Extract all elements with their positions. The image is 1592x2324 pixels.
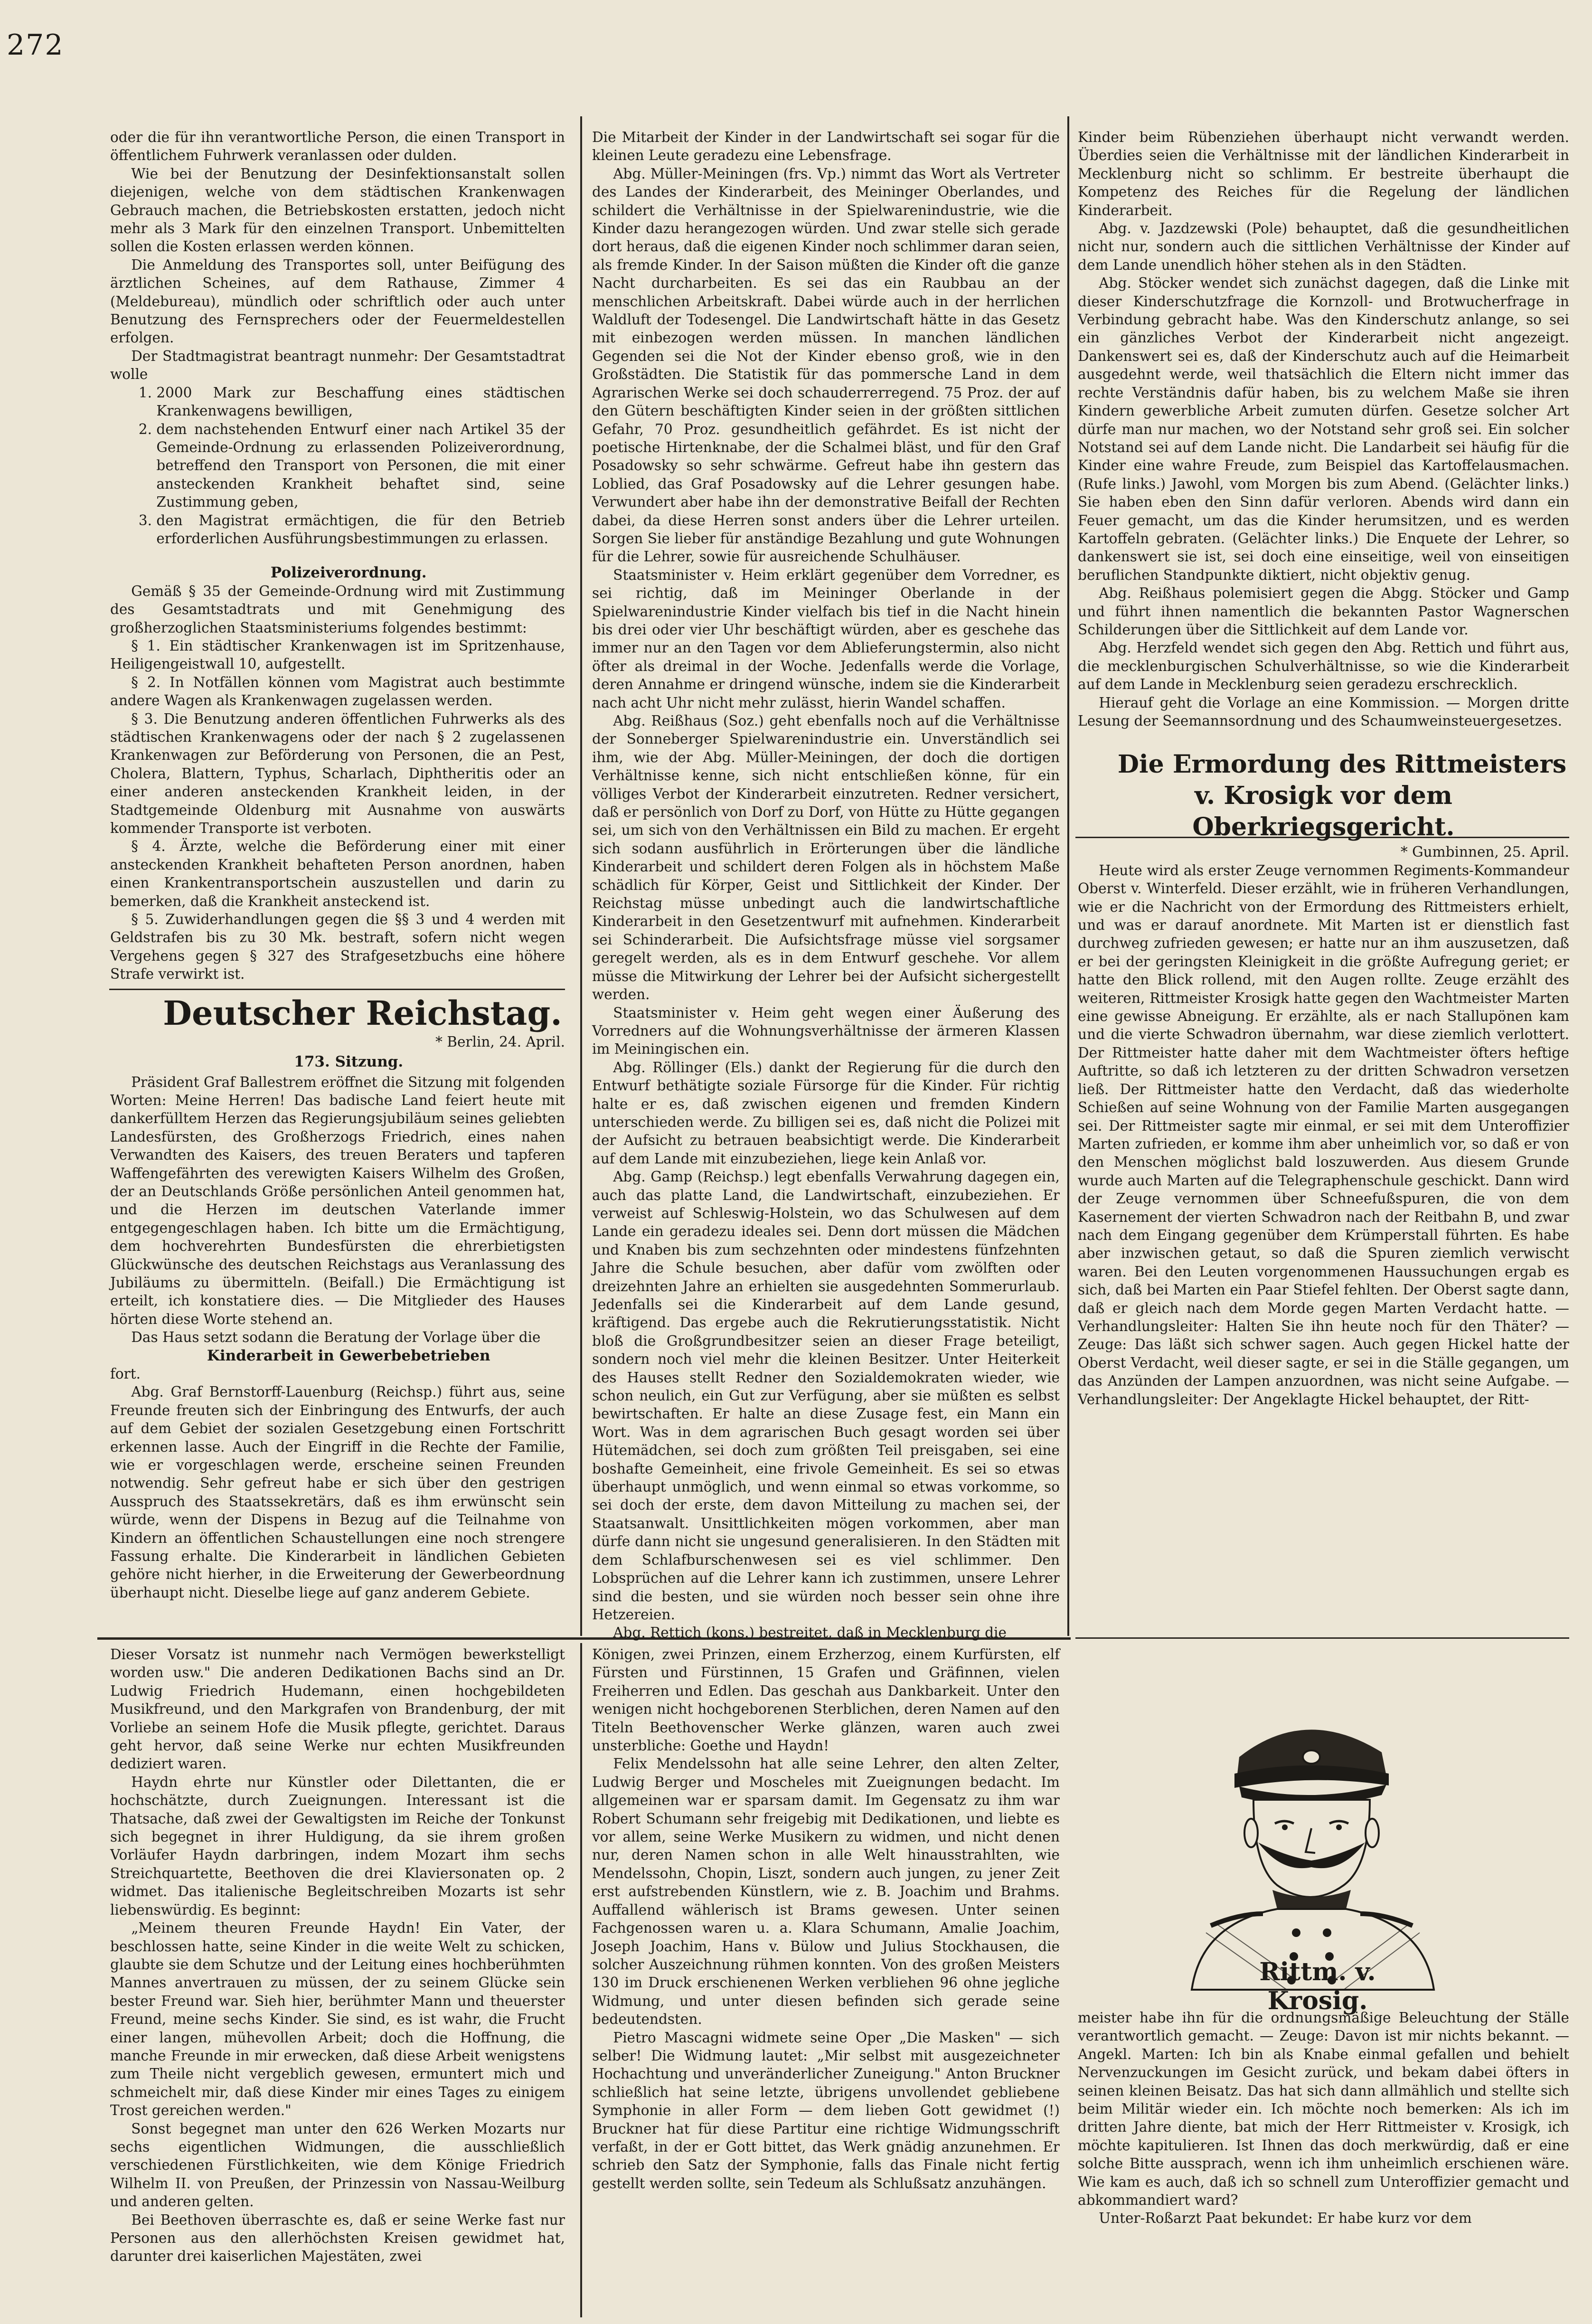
section-title-reichstag: Deutscher Reichstag. <box>163 993 562 1033</box>
session-number: 173. Sitzung. <box>294 1053 404 1071</box>
paragraph: § 5. Zuwiderhandlungen gegen die §§ 3 und 4 werden mit Geldstrafen bis zu 30 Mk. bestraft, sofern nicht wegen Vergehens gegen § 327 des Strafgesetzbuchs eine höhere Strafe verwirkt ist. <box>110 911 565 983</box>
paragraph: Staatsminister v. Heim erklärt gegenüber dem Vorredner, es sei richtig, daß im Meininger Oberlande in der Spielwarenindustrie Kinder vielfach bis tief in die Nacht hinein bis drei oder vier Uhr beschäftigt würden, aber es geschehe das immer nur an den Tagen vor dem Ablieferungstermin, also nicht öfter als dreimal in der Woche. Jedenfalls werde die Vorlage, deren Annahme er dringend wünsche, indem sie die Kinderarbeit nach acht Uhr nicht mehr zulässt, hierin Wandel schaffen. <box>592 567 1060 711</box>
paragraph: Haydn ehrte nur Künstler oder Dilettanten, die er hochschätzte, durch Zueignungen. Interessant ist die Thatsache, daß zwei der Gewaltigsten im Reiche der Tonkunst sich begegnet in ihrer Huldigung, da sie ihrem großen Vorläufer Haydn darbringen, indem Mozart ihm sechs Streichquartette, Beethoven die drei Klaviersonaten op. 2 widmet. Das italienische Begleitschreiben Mozarts ist sehr liebenswürdig. Es beginnt: <box>110 1774 565 1918</box>
paragraph: § 1. Ein städtischer Krankenwagen ist im Spritzenhause, Heiligengeistwall 10, aufgestellt. <box>110 637 565 672</box>
column-3 <box>1078 128 1569 1631</box>
paragraph: Abg. Gamp (Reichsp.) legt ebenfalls Verwahrung dagegen ein, auch das platte Land, die Landwirtschaft, einzubeziehen. Er verweist auf Schleswig-Holstein, wo das Schulwesen auf dem Lande ein geradezu ideales sei. Denn dort müssen die Mädchen und Knaben bis zum sechzehnten oder mindestens fünfzehnten Jahre die Schule besuchen, aber dafür vom zwölften oder dreizehnten Jahre an erhielten sie ausgedehnten Sommerurlaub. Jedenfalls sei die Kinderarbeit auf dem Lande gesund, kräftigend. Das ergebe auch die Rekrutierungsstatistik. Nicht bloß die Großgrundbesitzer seien an dieser Frage beteiligt, sondern noch viel mehr die kleinen Besitzer. Unter Heiterkeit des Hauses stellt Redner den Sozialdemokraten wieder, wie schon neulich, ein Gut zur Verfügung, aber sie müßten es selbst bewirtschaften. Er halte an diese Zusage fest, ein Mann ein Wort. Was in dem agrarischen Buch gesagt worden sei über Hütemädchen, sei doch zum größten Teil preisgaben, sei eine boshafte Gemeinheit, eine frivole Gemeinheit. Es sei so etwas überhaupt unmöglich, und wenn einmal so etwas vorkomme, so sei doch der erste, dem davon Mitteilung zu machen sei, der Staatsanwalt. Unsittlichkeiten mögen vorkommen, aber man dürfe dann nicht sie ungesund generalisieren. In den Städten mit dem Schlafburschenwesen sei es viel schlimmer. Den Lobsprüchen auf die Lehrer kann ich zustimmen, unsere Lehrer sind die besten, und sie würden noch besser sein ohne ihre Hetzereien. <box>592 1169 1060 1623</box>
separator-col3-bottom <box>1075 1637 1569 1639</box>
paragraph: Abg. Stöcker wendet sich zunächst dagegen, daß die Linke mit dieser Kinderschutzfrage die Kornzoll- und Brotwucherfrage in Verbindung gebracht habe. Was den Kinderschutz anlange, so sei ein gänzliches Verbot der Kinderarbeit nicht angezeigt. Dankenswert sei es, daß der Kinderschutz auch auf die Heimarbeit ausgedehnt werde, weil thatsächlich die Eltern nicht immer das rechte Verständnis dafür haben, bis zu welchem Maße sie ihren Kindern gewerbliche Arbeit zumuten dürfen. Gesetze solcher Art dürfe man nur machen, wo der Notstand sehr groß sei. Ein solcher Notstand sei auf dem Lande nicht. Die Landarbeit sei häufig für die Kinder eine wahre Freude, zum Beispiel das Kartoffelausmachen. (Rufe links.) Jawohl, vom Morgen bis zum Abend. (Gelächter links.) Sie haben eben den Sinn dafür verloren. Abends wird dann ein Feuer gemacht, um das die Kinder herumsitzen, und es werden Kartoffeln gebraten. (Gelächter links.) Die Enquete der Lehrer, so dankenswert sie ist, sei doch eine einseitige, weil von einseitigen beruflichen Standpunkte diktiert, nicht objektiv genug. <box>1078 275 1569 583</box>
paragraph: Abg. Herzfeld wendet sich gegen den Abg. Rettich und führt aus, die mecklenburgischen Schulverhältnisse, so wie die Kinderarbeit auf dem Lande in Mecklenburg seien geradezu erschrecklich. <box>1078 640 1569 693</box>
column-divider-2 <box>1067 116 1069 1636</box>
paragraph: § 4. Ärzte, welche die Beförderung einer mit einer ansteckenden Krankheit behafteten Person anordnen, haben einen Krankentransportschein auszustellen und darin zu bemerken, daß die Krankheit ansteckend ist. <box>110 838 565 909</box>
paragraph: Gemäß § 35 der Gemeinde-Ordnung wird mit Zustimmung des Gesamtstadtrats und mit Genehmigung des großherzoglichen Staatsministeriums folgendes bestimmt: <box>110 583 565 636</box>
paragraph: Abg. Reißhaus (Soz.) geht ebenfalls noch auf die Verhältnisse der Sonneberger Spielwarenindustrie ein. Unverständlich sei ihm, wie der Abg. Müller-Meiningen, der doch die dortigen Verhältnisse kenne, sich nicht entschließen könne, für ein völliges Verbot der Kinderarbeit einzutreten. Redner versichert, daß er persönlich von Dorf zu Dorf, von Hütte zu Hütte gegangen sei, um sich von den Verhältnissen ein Bild zu machen. Er ergeht sich sodann ausführlich in Erörterungen über die ländliche Kinderarbeit und schildert deren Folgen als in höchstem Maße schädlich für Körper, Geist und Sittlichkeit der Kinder. Der Reichstag müsse unbedingt auch die landwirtschaftliche Kinderarbeit in den Gesetzentwurf mit aufnehmen. Kinderarbeit sei Schinderarbeit. Die Aufsichtsfrage müsse viel sorgsamer geregelt werden, als es in dem Entwurf geschehe. Vor allem müsse die Mitwirkung der Lehrer bei der Aufsicht sichergestellt werden. <box>592 713 1060 1003</box>
paragraph: Der Stadtmagistrat beantragt nunmehr: Der Gesamtstadtrat wolle <box>110 348 565 383</box>
column-divider-feuilleton <box>580 1643 582 2317</box>
paragraph: Abg. v. Jazdzewski (Pole) behauptet, daß die gesundheitlichen nicht nur, sondern auch die sittlichen Verhältnisse der Kinder auf dem Lande unendlich höher stehen als in den Städten. <box>1078 220 1569 273</box>
feuilleton-left <box>110 1645 565 2317</box>
portrait-caption: Rittm. v. Krosig. <box>1259 1957 1376 2015</box>
paragraph: Dieser Vorsatz ist nunmehr nach Vermögen bewerkstelligt worden usw." Die anderen Dedikationen Bachs sind an Dr. Ludwig Friedrich Hudemann, einen hochgebildeten Musikfreund, und den Markgrafen von Brandenburg, der mit Vorliebe an seinem Hofe die Musik pflegte, gerichtet. Daraus geht hervor, daß seine Werke nur echten Musikfreunden dediziert waren. <box>110 1646 565 1772</box>
paragraph: Bei Beethoven überraschte es, daß er seine Werke fast nur Personen aus den allerhöchsten Kreisen gewidmet hat, darunter drei kaiserlichen Majestäten, zwei <box>110 2211 565 2265</box>
column-2 <box>592 128 1060 1641</box>
column-divider-1 <box>580 116 582 1636</box>
paragraph: meister habe ihn für die ordnungsmäßige Beleuchtung der Ställe verantwortlich gemacht. — Zeuge: Davon ist mir nichts bekannt. — Angekl. Marten: Ich bin als Knabe einmal gefallen und behielt Nervenzuckungen im Gesicht zurück, und bekam dabei öfters in seinen kleinen Beisatz. Das hat sich dann allmählich und stellte sich beim Militär wieder ein. Ich möchte noch bemerken: Als ich im dritten Jahre diente, bat mich der Herr Rittmeister v. Krosigk, ich möchte kapitulieren. Ist Ihnen das doch merkwürdig, daß er eine solche Bitte aussprach, wenn ich ihm unheimlich erschienen wäre. Wie kam es auch, daß ich so schnell zum Unteroffizier gemacht und abkommandiert ward? <box>1078 2010 1569 2209</box>
paragraph: Abg. Röllinger (Els.) dankt der Regierung für die durch den Entwurf bethätigte soziale Fürsorge für die Kinder. Für richtig halte er es, daß zwischen eigenen und fremden Kindern unterschieden werde. Zu billigen sei es, daß nicht die Polizei mit der Aufsicht zu betrauen beabsichtigt werde. Die Kinderarbeit auf dem Lande mit einzubeziehen, liege kein Anlaß vor. <box>592 1059 1060 1167</box>
paragraph: Hierauf geht die Vorlage an eine Kommission. — Morgen dritte Lesung der Seemannsordnung und des Schaumweinsteuergesetzes. <box>1078 694 1569 729</box>
ordinance-title: Polizeiverordnung. <box>270 564 427 582</box>
paragraph: fort. <box>110 1366 141 1382</box>
resolution-list <box>110 384 565 548</box>
column-3-continued <box>1078 2009 1569 2313</box>
paragraph: Sonst begegnet man unter den 626 Werken Mozarts nur sechs eigentlichen Widmungen, die ausschließlich verschiedenen Fürstlichkeiten, wie dem Könige Friedrich Wilhelm II. von Preußen, der Prinzessin von Nassau-Weilburg und anderen gelten. <box>110 2120 565 2210</box>
paragraph: Pietro Mascagni widmete seine Oper „Die Masken" — sich selber! Die Widmung lautet: „Mir selbst mit ausgezeichneter Hochachtung und unveränderlicher Zuneigung." Anton Bruckner schließlich hat seine letzte, übrigens unvollendet gebliebene Symphonie in aller Form — dem lieben Gott gewidmet (!) Bruckner hat für diese Partitur eine richtige Widmungsschrift verfaßt, in der er Gott bittet, das Werk gnädig anzunehmen. Er schrieb den Satz der Symphonie, falls das Finale nicht fertig gestellt werden sollte, sein Tedeum als Schlußsatz anzuhängen. <box>592 2029 1060 2192</box>
paragraph: Wie bei der Benutzung der Desinfektionsanstalt sollen diejenigen, welche von dem städtischen Krankenwagen Gebrauch machen, die Betriebskosten erstatten, jedoch nicht mehr als 3 Mark für den einzelnen Transport. Unbemittelten sollen die Kosten erlassen werden können. <box>110 165 565 255</box>
paragraph: § 2. In Notfällen können vom Magistrat auch bestimmte andere Wagen als Krankenwagen zugelassen werden. <box>110 674 565 709</box>
dateline: * Gumbinnen, 25. April. <box>1400 844 1569 860</box>
bill-title: Kinderarbeit in Gewerbebetrieben <box>207 1347 490 1364</box>
paragraph: Kinder beim Rübenziehen überhaupt nicht verwandt werden. Überdies seien die Verhältnisse mit der ländlichen Kinderarbeit in Mecklenburg nicht so schlimm. Er bestreite überhaupt die Kompetenz des Reiches für die Regelung der ländlichen Kinderarbeit. <box>1078 129 1569 218</box>
paragraph: Abg. Reißhaus polemisiert gegen die Abgg. Stöcker und Gamp und führt ihnen namentlich die bekannten Pastor Wagnerschen Schilderungen über die Sittlichkeit auf dem Lande vor. <box>1078 585 1569 638</box>
feuilleton-right <box>592 1645 1060 2317</box>
paragraph: Das Haus setzt sodann die Beratung der Vorlage über die <box>131 1329 541 1346</box>
paragraph: „Meinem theuren Freunde Haydn! Ein Vater, der beschlossen hatte, seine Kinder in die weite Welt zu schicken, glaubte sie dem Schutze und der Leitung eines hochberühmten Mannes anvertrauen zu müssen, der zu seinem Glücke sein bester Freund war. Sieh hier, berühmter Mann und theuerster Freund, meine sechs Kinder. Sie sind, es ist wahr, die Frucht einer langen, mühevollen Arbeit; doch die Hoffnung, die manche Freunde in mir erwecken, daß diese Arbeit wenigstens zum Theile nicht vergeblich gewesen, ermuntert mich und schmeichelt mir, daß diese Kinder mir eines Tages zu einigem Trost gereichen werden." <box>110 1920 565 2119</box>
paragraph: Felix Mendelssohn hat alle seine Lehrer, den alten Zelter, Ludwig Berger und Moscheles mit Zueignungen bedacht. Im allgemeinen war er sparsam damit. Im Gegensatz zu ihm war Robert Schumann sehr freigebig mit Dedikationen, und liebte es vor allem, seine Werke Musikern zu widmen, und nicht denen nur, deren Namen schon in alle Welt hinausstrahlten, wie Mendelssohn, Chopin, Liszt, sondern auch jungen, zu jener Zeit erst aufstrebenden Künstlern, wie z. B. Joachim und Brahms. Auffallend wählerisch ist Brams gewesen. Unter seinen Fachgenossen waren u. a. Klara Schumann, Amalie Joachim, Joseph Joachim, Hans v. Bülow und Julius Stockhausen, die solcher Auszeichnung rühmen konnten. Von des großen Meisters 130 im Druck erschienenen Werken verbliehen 96 ohne jegliche Widmung, und unter diesen befinden sich gerade seine bedeutendsten. <box>592 1756 1060 2028</box>
paragraph: Präsident Graf Ballestrem eröffnet die Sitzung mit folgenden Worten: Meine Herren! Das badische Land feiert heute mit dankerfülltem Herzen das Regierungsjubiläum seines geliebten Landesfürsten, des Großherzogs Friedrich, eines nahen Verwandten des Kaisers, des treuen Beraters und tapferen Waffengefährten des verewigten Kaisers Wilhelm des Großen, der an Deutschlands Größe persönlichen Anteil genommen hat, und die Herzen im deutschen Vaterlande immer entgegengeschlagen haben. Ich bitte um die Ermächtigung, dem hochverehrten Bundesfürsten die ehrerbietigsten Glückwünsche des deutschen Reichstags aus Veranlassung des Jubiläums zu übermitteln. (Beifall.) Die Ermächtigung ist erteilt, ich konstatiere dies. — Die Mitglieder des Hauses hörten diese Worte stehend an. <box>110 1074 565 1327</box>
paragraph: Unter-Roßarzt Paat bekundet: Er habe kurz vor dem <box>1099 2210 1472 2227</box>
list-item: 2. dem nachstehenden Entwurf einer nach Artikel 35 der Gemeinde-Ordnung zu erlassenden Polizeiverordnung, betreffend den Transport von Personen, die mit einer ansteckenden Krankheit behaftet sind, seine Zustimmung geben, <box>156 420 565 511</box>
paragraph: Abg. Müller-Meiningen (frs. Vp.) nimmt das Wort als Vertreter des Landes der Kinderarbeit, des Meininger Oberlandes, und schildert die Verhältnisse in der Spielwarenindustrie, wie die Kinder dazu herangezogen würden. Und zwar stelle sich gerade dort heraus, daß die eigenen Kinder noch schlimmer daran seien, als fremde Kinder. In der Saison müßten die Kinder oft die ganze Nacht durcharbeiten. Es sei das ein Raubbau an der menschlichen Arbeitskraft. Dabei würde auch in der herrlichen Waldluft der Todesengel. Die Landwirtschaft hätte in das Gesetz mit einbezogen werden müssen. In manchen ländlichen Gegenden sei die Not der Kinder ebenso groß, wie in den Großstädten. Die Statistik für das pommersche Land in dem Agrarischen Werke sei doch schauderrerregend. 75 Proz. der auf den Gütern beschäftigten Kinder seien in der größten sittlichen Gefahr, 70 Proz. gesundheitlich gefährdet. Es ist nicht der poetische Hirtenknabe, der die Schalmei bläst, und für den Graf Posadowsky so sehr schwärme. Gefreut habe ihn gestern das Loblied, das Graf Posadowsky auf die Lehrer gesungen habe. Verwundert aber habe ihn der demonstrative Beifall der Rechten dabei, da diese Herren sonst anders über die Lehrer urteilen. Sorgen Sie lieber für anständige Bezahlung und gute Wohnungen für die Lehrer, sowie für ausreichende Schulhäuser. <box>592 165 1060 565</box>
paragraph: § 3. Die Benutzung anderen öffentlichen Fuhrwerks als des städtischen Krankenwagens oder der nach § 2 zugelassenen Krankenwagen zur Beförderung von Personen, die an Pest, Cholera, Blattern, Typhus, Scharlach, Diphtheritis oder an einer anderen ansteckenden Krankheit leiden, in der Stadtgemeinde Oldenburg mit Ausnahme von auswärts kommender Transporte ist verboten. <box>110 710 565 837</box>
page-number: 272 <box>7 28 64 62</box>
dateline: * Berlin, 24. April. <box>435 1033 565 1050</box>
paragraph: oder die für ihn verantwortliche Person, die einen Transport in öffentlichem Fuhrwerk veranlassen oder dulden. <box>110 129 565 164</box>
paragraph: Heute wird als erster Zeuge vernommen Regiments-Kommandeur Oberst v. Winterfeld. Dieser erzählt, wie in früheren Verhandlungen, wie er die Nachricht von der Ermordung des Rittmeisters erhielt, und was er darauf anordnete. Mit Marten ist er dienstlich fast durchweg zufrieden gewesen; er hatte nur an ihm auszusetzen, daß er bei der geringsten Kleinigkeit in die größte Aufregung geriet; er hatte den Blick rollend, mit den Augen rollte. Zeuge erzählt des weiteren, Rittmeister Krosigk hatte gegen den Wachtmeister Marten eine gewisse Abneigung. Er erzählte, als er nach Stallupönen kam und die vierte Schwadron übernahm, war diese ziemlich verlottert. Der Rittmeister hatte daher mit dem Wachtmeister öfters heftige Auftritte, so daß ich letzteren zu der dritten Schwadron versetzen ließ. Der Rittmeister hatte den Verdacht, daß das wiederholte Schießen auf seine Wohnung von der Familie Marten ausgegangen sei. Der Rittmeister sagte mir einmal, er sei mit dem Unteroffizier Marten zufrieden, er komme ihm aber unheimlich vor, so daß er von den Menschen möglichst bald loszuwerden. Aus diesem Grunde wurde auch Marten auf die Telegraphenschule geschickt. Dann wird der Zeuge vernommen über Schneefußspuren, die von dem Kasernement der vierten Schwadron nach der Reitbahn B, und zwar nach dem Eingang gegenüber dem Krümperstall führten. Es habe aber inzwischen getaut, so daß die Spuren ziemlich verwischt waren. Bei den Leuten vorgenommenen Haussuchungen ergab es sich, daß bei Marten ein Paar Stiefel fehlten. Der Oberst sagte dann, daß er gleich nach dem Morde gegen Marten Verdacht hatte. — Verhandlungsleiter: Halten Sie ihn heute noch für den Thäter? — Zeuge: Das läßt sich schwer sagen. Auch gegen Hickel hatte der Oberst Verdacht, weil dieser sagte, er sei in die Ställe gegangen, um das Anzünden der Lampen anzuordnen, was nicht seine Aufgabe. — Verhandlungsleiter: Der Angeklagte Hickel behauptet, der Ritt- <box>1078 862 1569 1408</box>
paragraph: Abg. Rettich (kons.) bestreitet, daß in Mecklenburg die <box>613 1625 1007 1641</box>
paragraph: Die Mitarbeit der Kinder in der Landwirtschaft sei sogar für die kleinen Leute geradezu eine Lebensfrage. <box>592 129 1060 164</box>
list-item: 1. 2000 Mark zur Beschaffung eines städtischen Krankenwagens bewilligen, <box>156 384 565 420</box>
paragraph: Staatsminister v. Heim geht wegen einer Äußerung des Vorredners auf die Wohnungsverhältnisse der ärmeren Klassen im Meiningischen ein. <box>592 1004 1060 1058</box>
list-item: 3. den Magistrat ermächtigen, die für den Betrieb erforderlichen Ausführungsbestimmungen zu erlassen. <box>156 511 565 548</box>
column-1 <box>110 128 565 1629</box>
paragraph: Königen, zwei Prinzen, einem Erzherzog, einem Kurfürsten, elf Fürsten und Fürstinnen, 15 Grafen und Gräfinnen, vielen Freiherren und Edlen. Das geschah aus Dankbarkeit. Unter den wenigen nicht hochgeborenen Sterblichen, deren Namen auf den Titeln Beethovenscher Werke glänzen, waren auch zwei unsterbliche: Goethe und Haydn! <box>592 1646 1060 1754</box>
section-title-krosigk: Die Ermordung des Rittmeisters v. Krosigk vor dem Oberkriegsgericht. <box>1117 750 1567 842</box>
paragraph: Die Anmeldung des Transportes soll, unter Beifügung des ärztlichen Scheines, auf dem Rathause, Zimmer 4 (Meldebureau), mündlich oder schriftlich oder auch unter Benutzung des Fernsprechers oder der Feuermeldestellen erfolgen. <box>110 256 565 346</box>
paragraph: Abg. Graf Bernstorff-Lauenburg (Reichsp.) führt aus, seine Freunde freuten sich der Einbringung des Entwurfs, der auch auf dem Gebiet der sozialen Gesetzgebung einen Fortschritt erkennen lasse. Auch der Eingriff in die Rechte der Familie, wie er vorgeschlagen werde, erscheine seinen Freunden notwendig. Sehr gefreut habe er sich über den gestrigen Ausspruch des Staatssekretärs, daß es ihm erwünscht sein würde, wenn der Dispens in Bezug auf die Teilnahme von Kindern an öffentlichen Schaustellungen eine noch strengere Fassung erhalte. Die Kinderarbeit in ländlichen Gebieten gehöre nicht hierher, in die Erweiterung der Gewerbeordnung überhaupt nicht. Dieselbe liege auf ganz anderem Gebiete. <box>110 1384 565 1601</box>
portrait-illustration <box>1097 1686 1524 1990</box>
